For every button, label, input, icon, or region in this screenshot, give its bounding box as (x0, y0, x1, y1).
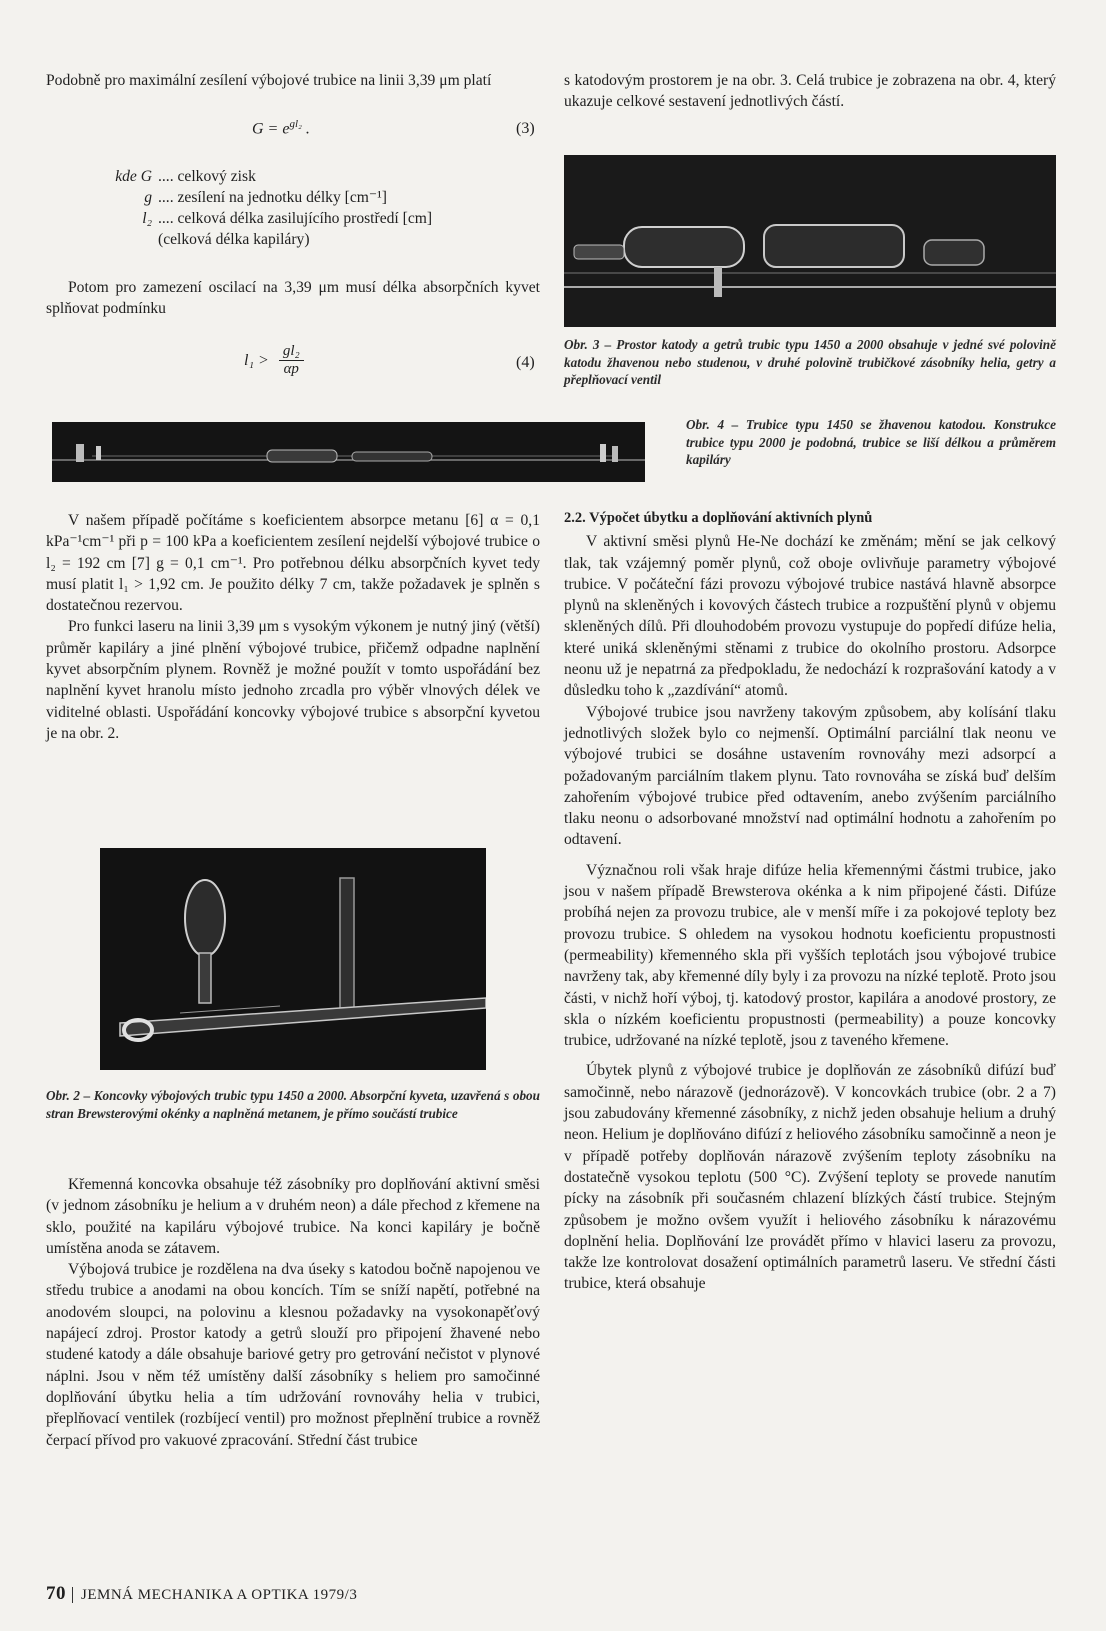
paragraph: Pro funkci laseru na linii 3,39 μm s vysokým výkonem je nutný jiný (větší) průměr kapiláry a jiné plnění výbojové trubice, přičemž odpadne naplnění kyvet absorpčním plynem. Rovněž je možné použít v tomto uspořádání bez naplnění kyvet hranolu místo jednoho zrcadla pro výběr vlnových délek ve viditelné oblasti. Uspořádání koncovky výbojové trubice s absorpční kyvetou je na obr. 2. (46, 618, 540, 742)
laser-tube-illustration (52, 422, 645, 482)
intro-text: Podobně pro maximální zesílení výbojové trubice na linii 3,39 μm platí (46, 72, 492, 89)
right-body (564, 508, 1056, 1295)
page-number: 70 (46, 1583, 66, 1604)
equation-3: $G = e^{gl_2}$ . (252, 118, 310, 138)
figure-4-caption: Obr. 4 – Trubice typu 1450 se žhavenou katodou. Konstrukce trubice typu 2000 je podobná, trubice se liší délkou a průměrem kapiláry (686, 417, 1056, 467)
legend-row: l₂ .... celková délka zasilujícího prostředí [cm] (142, 210, 433, 227)
figure-3-caption: Obr. 3 – Prostor katody a getrů trubic typu 1450 a 2000 obsahuje v jedné své polovině katodu žhavenou nebo studenou, v druhé polovině trubičkové zásobníky helia, getry a přeplňovací ventil (564, 337, 1056, 387)
figure-3-photo (564, 155, 1056, 327)
section-heading: 2.2. Výpočet úbytku a doplňování aktivních plynů (564, 510, 873, 526)
paragraph: Výbojová trubice je rozdělena na dva úseky s katodou bočně napojenou ve středu trubice a anodami na obou koncích. Tím se sníží napětí, potřebné na anodovém sloupci, na polovinu a klesnou požadavky na vysokonapěťový napájecí zdroj. Prostor katody a getrů slouží pro připojení žhavené nebo studené katody a dále obsahuje bariové getry pro getrování nečistot v plynové náplni. Jsou v něm též umístěny další zásobníky s heliem pro samočinné doplňování úbytku helia a tím udržování rovnováhy helia v trubici, přeplňovací ventilek (rozbíjecí ventil) pro možnost přeplnění trubice a rovněž čerpací přívod pro vakuové zpracování. Střední část trubice (46, 1261, 540, 1449)
tube-endpiece-illustration (100, 848, 486, 1070)
right-top-paragraph: s katodovým prostorem je na obr. 3. Celá trubice je zobrazena na obr. 4, který ukazuje celkové sestavení jednotlivých částí. (564, 72, 1056, 111)
paragraph: Úbytek plynů z výbojové trubice je doplňován ze zásobníků difúzí buď samočinně, nebo nárazově (jednorázově). V koncovkách trubice (obr. 2 a 7) jsou zabudovány křemenné zásobníky, z nichž jeden obsahuje helium a druhý neon. Helium je doplňováno difúzí z heliového zásobníku samočinně a neon je v případě potřeby doplňován nárazově zvýšením teploty zásobníku na dostatečně vysokou teplotu (500 °C). Zvýšení teploty se provede nanutím pícky na zásobník při současném chlazení blízkých částí trubice. Stejným způsobem je možno ovšem využít i heliového zásobníku k nárazovému doplnění helia. Doplňování lze provádět přímo v hlavici laseru za provozu, takže lze kontrolovat dosažení optimálních parametrů laseru. Ve střední části trubice, která obsahuje (564, 1062, 1056, 1293)
left-body-1 (46, 510, 540, 744)
equation-3-number: (3) (516, 120, 535, 137)
page-footer (46, 1583, 357, 1605)
figure-2-photo (100, 848, 486, 1070)
potom-paragraph: Potom pro zamezení oscilací na 3,39 μm musí délka absorpčních kyvet splňovat podmínku (46, 279, 540, 318)
paragraph: Výbojové trubice jsou navrženy takovým způsobem, aby kolísání tlaku jednotlivých složek bylo co nejmenší. Optimální parciální tlak neonu ve výbojové trubici se dosáhne ustavením rovnováhy mezi adsorpcí a požadovaným parciálním tlakem plynu. Tato rovnováha se získá buď delším zahořením výbojové trubice před odtavením, anebo zvýšením parciálního tlaku neonu o adsorbované množství nad optimální hodnotu a zahořením po odtavení. (564, 703, 1056, 849)
paragraph: Křemenná koncovka obsahuje též zásobníky pro doplňování aktivní směsi (v jednom zásobníku je helium a v druhém neon) a dále přechod z křemene na sklo, použité na kapiláru výbojové trubice. Na konci kapiláry je bočně umístěna anoda se zátavem. (46, 1176, 540, 1257)
legend-row: kde G .... celkový zisk (115, 168, 256, 185)
intro-paragraph (46, 70, 540, 91)
symbol-legend (46, 166, 540, 250)
legend-row: g .... zesílení na jednotku délky [cm⁻¹] (144, 189, 387, 206)
paragraph: Význačnou roli však hraje difúze helia křemennými částmi trubice, jako jsou v našem případě Brewsterova okénka a k nim připojené části. Difúze probíhá nejen za provozu trubice, ale v menší míře i za pokojové teploty bez provozu trubice. S ohledem na vysokou hodnotu koeficientu propustnosti (permeability) křemenného skla při vyšších teplotách jsou výbojové trubice navrženy tak, aby křemenné díly byly i za provozu na nízké teplotě. Proto jsou části, v nichž hoří výboj, tj. katodový prostor, kapilára a anodové prostory, ze skla o nízkém koeficientu propustnosti (permeability) a pouze koncovky trubice, udržované na nízké teplotě, jsou z taveného křemene. (564, 861, 1056, 1050)
journal-name: JEMNÁ MECHANIKA A OPTIKA 1979/3 (72, 1587, 357, 1603)
paragraph: V aktivní směsi plynů He-Ne dochází ke změnám; mění se jak celkový tlak, tak vzájemný poměr plynů, což oboje ovlivňuje parametry výbojové trubice. V počáteční fázi provozu výbojové trubice nastává hlavně absorpce plynů na skleněných i kovových částech trubice a rozpuštění plynů v objemu skleněných dílů. Při dlouhodobém provozu vystupuje do popředí difúze helia, které uniká skleněnými stěnami z trubice do okolního prostoru. Adsorpce neonu už je nepatrná za předpokladu, že nedochází k rozprašování katody a v důsledku toho k „zazdívání“ atomů. (564, 533, 1056, 700)
figure-4-photo (52, 422, 645, 482)
equation-4: l₁ > gl₂ αp (244, 343, 304, 378)
left-body-2 (46, 1174, 540, 1451)
paragraph: V našem případě počítáme s koeficientem absorpce metanu [6] α = 0,1 kPa⁻¹cm⁻¹ při p = 100 kPa a koeficientem zesílení nejdelší výbojové trubice o l₂ = 192 cm [7] g = 0,1 cm⁻¹. Pro potřebnou délku absorpčních kyvet tedy musí platit l₁ > 1,92 cm. Je použito délky 7 cm, takže požadavek je splněn s dostatečnou rezervou. (46, 512, 540, 615)
legend-row: (celková délka kapiláry) (158, 231, 310, 248)
figure-2-caption: Obr. 2 – Koncovky výbojových trubic typu 1450 a 2000. Absorpční kyveta, uzavřená s obou stran Brewsterovými okénky a naplněná metanem, je přímo součástí trubice (46, 1088, 540, 1121)
cathode-chamber-illustration (564, 155, 1056, 327)
equation-4-number: (4) (516, 354, 535, 371)
